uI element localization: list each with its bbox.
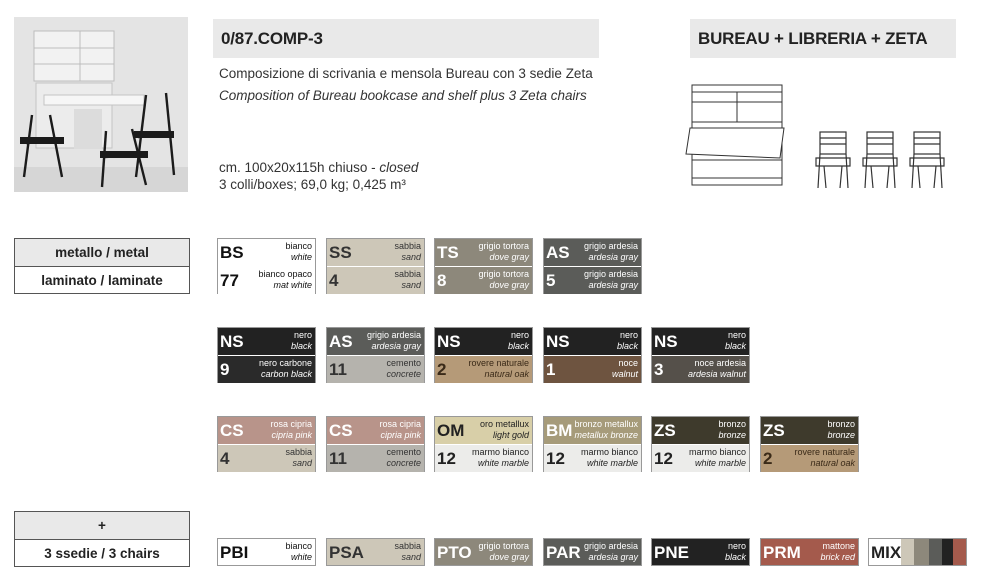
swatch-label-it: bronzo metallux bbox=[574, 419, 638, 429]
swatch-metal-half bbox=[652, 417, 749, 444]
swatch-label-en: black bbox=[724, 341, 746, 351]
swatch-label-it: nero bbox=[293, 330, 312, 340]
product-photo bbox=[14, 17, 188, 192]
chair-color-code: PBI bbox=[220, 543, 249, 562]
swatch-label-it: grigio ardesia bbox=[583, 241, 638, 251]
swatch-label-en: natural oak bbox=[810, 458, 855, 468]
chair-color-label-it: bianco bbox=[285, 541, 312, 551]
swatch-label bbox=[468, 358, 529, 380]
chair-color-fill bbox=[652, 539, 749, 565]
swatch-code: 11 bbox=[329, 360, 347, 379]
swatch-label-it: nero bbox=[619, 330, 638, 340]
swatch-label bbox=[581, 447, 638, 469]
swatch-label-it: rovere naturale bbox=[794, 447, 855, 457]
chair-color-label-en: dove gray bbox=[489, 552, 529, 562]
chair-color-label-en: black bbox=[724, 552, 746, 562]
mix-color-strip bbox=[914, 539, 929, 565]
swatch-label-it: nero carbone bbox=[258, 358, 312, 368]
swatch-label bbox=[258, 269, 312, 291]
swatch-label-en: cipria pink bbox=[271, 430, 312, 440]
swatch-code: AS bbox=[546, 243, 570, 262]
swatch-label bbox=[478, 269, 529, 291]
finish-swatch[interactable] bbox=[217, 238, 316, 294]
chair-color-code: PTO bbox=[437, 543, 472, 562]
mix-code: MIX bbox=[871, 543, 902, 562]
finish-swatch[interactable] bbox=[543, 327, 642, 383]
chair-drawings bbox=[816, 132, 944, 188]
swatch-label-it: oro metallux bbox=[479, 419, 529, 429]
swatch-laminate-half bbox=[327, 267, 424, 294]
chair-color-fill bbox=[327, 539, 424, 565]
swatch-label bbox=[688, 358, 746, 380]
swatch-metal-half bbox=[218, 239, 315, 266]
chair-color-fill bbox=[761, 539, 858, 565]
swatch-laminate-half bbox=[652, 445, 749, 472]
swatch-laminate-half bbox=[435, 445, 532, 472]
swatch-label-it: cemento bbox=[386, 358, 421, 368]
swatch-laminate-half bbox=[327, 356, 424, 383]
dimensions-closed: closed bbox=[379, 160, 419, 175]
swatch-label bbox=[689, 447, 746, 469]
swatch-laminate-half bbox=[218, 267, 315, 294]
swatch-laminate-half bbox=[761, 445, 858, 472]
swatch-metal-half bbox=[761, 417, 858, 444]
swatch-label-it: grigio ardesia bbox=[583, 269, 638, 279]
chair-color-swatch[interactable] bbox=[543, 538, 642, 566]
swatch-code: CS bbox=[220, 421, 244, 440]
swatch-label-it: noce bbox=[618, 358, 638, 368]
metal-label: metallo / metal bbox=[15, 239, 189, 266]
swatch-metal-half bbox=[327, 328, 424, 355]
swatch-label-it: marmo bianco bbox=[688, 447, 746, 457]
finish-swatch[interactable] bbox=[217, 416, 316, 472]
chair-color-label-en: white bbox=[290, 552, 312, 562]
bureau-composition-image bbox=[14, 17, 188, 192]
chair-color-label bbox=[725, 541, 746, 563]
swatch-label bbox=[584, 241, 638, 263]
swatch-metal-half bbox=[218, 328, 315, 355]
chair-color-fill bbox=[218, 539, 315, 565]
product-name: BUREAU + LIBRERIA + ZETA bbox=[698, 29, 928, 48]
swatch-label-en: bronze bbox=[718, 430, 746, 440]
finish-swatch[interactable] bbox=[326, 327, 425, 383]
swatch-laminate-half bbox=[218, 356, 315, 383]
chair-color-label bbox=[584, 541, 638, 563]
swatch-metal-half bbox=[544, 239, 641, 266]
swatch-label bbox=[394, 269, 421, 291]
technical-drawing bbox=[684, 80, 954, 190]
swatch-label-en: black bbox=[290, 341, 312, 351]
chair-color-code: PAR bbox=[546, 543, 581, 562]
finish-swatch[interactable] bbox=[543, 238, 642, 294]
finish-swatch[interactable] bbox=[326, 416, 425, 472]
chair-color-fill bbox=[435, 539, 532, 565]
swatch-label-en: black bbox=[507, 341, 529, 351]
product-name-bar bbox=[690, 19, 956, 58]
swatch-label bbox=[285, 447, 312, 469]
swatch-label-it: rosa cipria bbox=[270, 419, 312, 429]
swatch-code: 12 bbox=[437, 449, 456, 468]
swatch-label-en: metallux bronze bbox=[574, 430, 638, 440]
chair-color-code: PSA bbox=[329, 543, 364, 562]
swatch-label-it: nero bbox=[510, 330, 529, 340]
plus-label: + bbox=[15, 512, 189, 539]
mix-color-strip bbox=[901, 539, 914, 565]
swatch-label-en: carbon black bbox=[260, 369, 312, 379]
swatch-label bbox=[270, 419, 312, 441]
finish-swatch[interactable] bbox=[651, 416, 750, 472]
chair-color-swatch[interactable] bbox=[434, 538, 533, 566]
chair-color-label-en: brick red bbox=[820, 552, 855, 562]
swatch-label bbox=[472, 447, 529, 469]
finish-swatch[interactable] bbox=[434, 238, 533, 294]
swatch-code: 2 bbox=[763, 449, 773, 468]
laminate-label: laminato / laminate bbox=[15, 266, 189, 293]
swatch-label-en: ardesia gray bbox=[371, 341, 421, 351]
swatch-label bbox=[379, 419, 421, 441]
swatch-label-en: sand bbox=[401, 252, 421, 262]
swatch-laminate-half bbox=[218, 445, 315, 472]
swatch-laminate-half bbox=[652, 356, 749, 383]
swatch-label-en: dove gray bbox=[489, 280, 529, 290]
swatch-label-en: dove gray bbox=[489, 252, 529, 262]
description-english: Composition of Bureau bookcase and shelf plus 3 Zeta chairs bbox=[219, 88, 587, 103]
product-code-bar bbox=[213, 19, 599, 58]
swatch-code: 4 bbox=[329, 271, 339, 290]
swatch-label-it: sabbia bbox=[285, 447, 312, 457]
swatch-label bbox=[794, 447, 855, 469]
swatch-metal-half bbox=[435, 239, 532, 266]
swatch-laminate-half bbox=[544, 445, 641, 472]
mix-color-strip bbox=[929, 539, 942, 565]
swatch-code: 12 bbox=[546, 449, 565, 468]
swatch-metal-half bbox=[327, 239, 424, 266]
finish-swatch[interactable] bbox=[434, 416, 533, 472]
swatch-code: NS bbox=[546, 332, 570, 351]
swatch-code: OM bbox=[437, 421, 465, 440]
swatch-label bbox=[480, 419, 529, 441]
swatch-label-en: ardesia gray bbox=[588, 252, 638, 262]
chair-color-swatch[interactable] bbox=[326, 538, 425, 566]
swatch-label-it: rovere naturale bbox=[468, 358, 529, 368]
swatch-label-it: rosa cipria bbox=[379, 419, 421, 429]
swatch-label-it: marmo bianco bbox=[471, 447, 529, 457]
swatch-code: BS bbox=[220, 243, 244, 262]
mix-color-strip bbox=[942, 539, 953, 565]
swatch-code: 4 bbox=[220, 449, 230, 468]
chair-color-swatch[interactable] bbox=[217, 538, 316, 566]
swatch-code: CS bbox=[329, 421, 353, 440]
swatch-metal-half bbox=[218, 417, 315, 444]
swatch-code: NS bbox=[437, 332, 461, 351]
swatch-code: AS bbox=[329, 332, 353, 351]
swatch-label-en: white marble bbox=[477, 458, 529, 468]
swatch-label-en: bronze bbox=[827, 430, 855, 440]
swatch-laminate-half bbox=[435, 267, 532, 294]
swatch-code: ZS bbox=[763, 421, 785, 440]
swatch-label-en: concrete bbox=[386, 369, 421, 379]
swatch-code: 12 bbox=[654, 449, 673, 468]
swatch-label-en: natural oak bbox=[484, 369, 529, 379]
swatch-label-it: grigio ardesia bbox=[366, 330, 421, 340]
packaging-info: 3 colli/boxes; 69,0 kg; 0,425 m³ bbox=[219, 177, 406, 192]
description-italian: Composizione di scrivania e mensola Bureau con 3 sedie Zeta bbox=[219, 66, 593, 81]
swatch-code: ZS bbox=[654, 421, 676, 440]
finish-swatch[interactable] bbox=[543, 416, 642, 472]
swatch-label-en: black bbox=[616, 341, 638, 351]
swatch-label-en: sand bbox=[401, 280, 421, 290]
swatch-code: BM bbox=[546, 421, 573, 440]
chairs-label-box bbox=[14, 511, 190, 567]
swatch-label-en: white bbox=[290, 252, 312, 262]
swatch-label bbox=[725, 330, 746, 352]
swatch-label-en: light gold bbox=[492, 430, 529, 440]
finish-swatch[interactable] bbox=[760, 416, 859, 472]
swatch-laminate-half bbox=[544, 356, 641, 383]
swatch-label-en: sand bbox=[292, 458, 312, 468]
swatch-metal-half bbox=[544, 328, 641, 355]
mix-color-strip bbox=[953, 539, 966, 565]
swatch-label bbox=[584, 269, 638, 291]
swatch-metal-half bbox=[327, 417, 424, 444]
swatch-code: 3 bbox=[654, 360, 664, 379]
swatch-label-en: white marble bbox=[694, 458, 746, 468]
chair-mix-swatch[interactable] bbox=[868, 538, 967, 566]
swatch-laminate-half bbox=[544, 267, 641, 294]
swatch-label bbox=[394, 241, 421, 263]
swatch-metal-half bbox=[544, 417, 641, 444]
swatch-code: 1 bbox=[546, 360, 556, 379]
swatch-label-it: marmo bianco bbox=[580, 447, 638, 457]
swatch-laminate-half bbox=[435, 356, 532, 383]
swatch-code: 5 bbox=[546, 271, 556, 290]
chair-color-fill bbox=[544, 539, 641, 565]
swatch-code: TS bbox=[437, 243, 459, 262]
swatch-label-it: grigio tortora bbox=[478, 241, 529, 251]
swatch-code: SS bbox=[329, 243, 352, 262]
finish-swatch[interactable] bbox=[434, 327, 533, 383]
swatch-label-en: cipria pink bbox=[380, 430, 421, 440]
chair-color-label bbox=[478, 541, 529, 563]
chair-color-label bbox=[820, 541, 855, 563]
dimensions bbox=[219, 160, 418, 175]
swatch-label-en: walnut bbox=[611, 369, 638, 379]
swatch-label-en: white marble bbox=[586, 458, 638, 468]
chair-color-swatch[interactable] bbox=[651, 538, 750, 566]
chair-color-label bbox=[285, 541, 312, 563]
chair-color-swatch[interactable] bbox=[760, 538, 859, 566]
chairs-label: 3 ssedie / 3 chairs bbox=[15, 539, 189, 566]
swatch-label-it: bianco opaco bbox=[258, 269, 312, 279]
chair-color-label-it: mattone bbox=[822, 541, 855, 551]
swatch-label bbox=[617, 330, 638, 352]
chair-color-label-it: sabbia bbox=[394, 541, 421, 551]
swatch-label-it: nero bbox=[727, 330, 746, 340]
swatch-metal-half bbox=[435, 328, 532, 355]
swatch-label bbox=[386, 358, 421, 380]
swatch-code: NS bbox=[220, 332, 244, 351]
swatch-code: 11 bbox=[329, 449, 347, 468]
chair-color-label-it: grigio ardesia bbox=[583, 541, 638, 551]
swatch-label-it: bronzo bbox=[718, 419, 746, 429]
swatch-label-it: grigio tortora bbox=[478, 269, 529, 279]
swatch-code: 8 bbox=[437, 271, 447, 290]
swatch-label bbox=[827, 419, 855, 441]
swatch-label-it: cemento bbox=[386, 447, 421, 457]
swatch-label-it: sabbia bbox=[394, 269, 421, 279]
swatch-label bbox=[291, 330, 312, 352]
swatch-code: 77 bbox=[220, 271, 239, 290]
swatch-label bbox=[612, 358, 638, 380]
product-code: 0/87.COMP-3 bbox=[221, 29, 323, 48]
swatch-code: NS bbox=[654, 332, 678, 351]
finish-swatch[interactable] bbox=[651, 327, 750, 383]
swatch-label-en: ardesia gray bbox=[588, 280, 638, 290]
chair-color-label-en: sand bbox=[401, 552, 421, 562]
swatch-code: 2 bbox=[437, 360, 447, 379]
swatch-label-it: sabbia bbox=[394, 241, 421, 251]
swatch-label-en: ardesia walnut bbox=[687, 369, 746, 379]
finish-swatch[interactable] bbox=[217, 327, 316, 383]
swatch-label bbox=[285, 241, 312, 263]
chair-color-code: PNE bbox=[654, 543, 689, 562]
swatch-metal-half bbox=[652, 328, 749, 355]
swatch-label bbox=[508, 330, 529, 352]
swatch-label bbox=[367, 330, 421, 352]
technical-drawing-image bbox=[684, 80, 954, 190]
swatch-label-it: noce ardesia bbox=[694, 358, 746, 368]
swatch-label bbox=[386, 447, 421, 469]
chair-color-label-it: nero bbox=[727, 541, 746, 551]
swatch-label bbox=[718, 419, 746, 441]
swatch-label-en: concrete bbox=[386, 458, 421, 468]
swatch-label bbox=[259, 358, 312, 380]
finish-swatch[interactable] bbox=[326, 238, 425, 294]
chair-color-label-it: grigio tortora bbox=[478, 541, 529, 551]
swatch-laminate-half bbox=[327, 445, 424, 472]
swatch-label-it: bianco bbox=[285, 241, 312, 251]
swatch-label-en: mat white bbox=[273, 280, 312, 290]
chair-color-label bbox=[394, 541, 421, 563]
swatch-code: 9 bbox=[220, 360, 230, 379]
chair-color-code: PRM bbox=[763, 543, 801, 562]
material-label-box bbox=[14, 238, 190, 294]
swatch-label bbox=[478, 241, 529, 263]
dimensions-main: cm. 100x20x115h chiuso - bbox=[219, 160, 380, 175]
chair-color-label-en: ardesia gray bbox=[588, 552, 638, 562]
swatch-label bbox=[574, 419, 638, 441]
swatch-label-it: bronzo bbox=[827, 419, 855, 429]
swatch-metal-half bbox=[435, 417, 532, 444]
